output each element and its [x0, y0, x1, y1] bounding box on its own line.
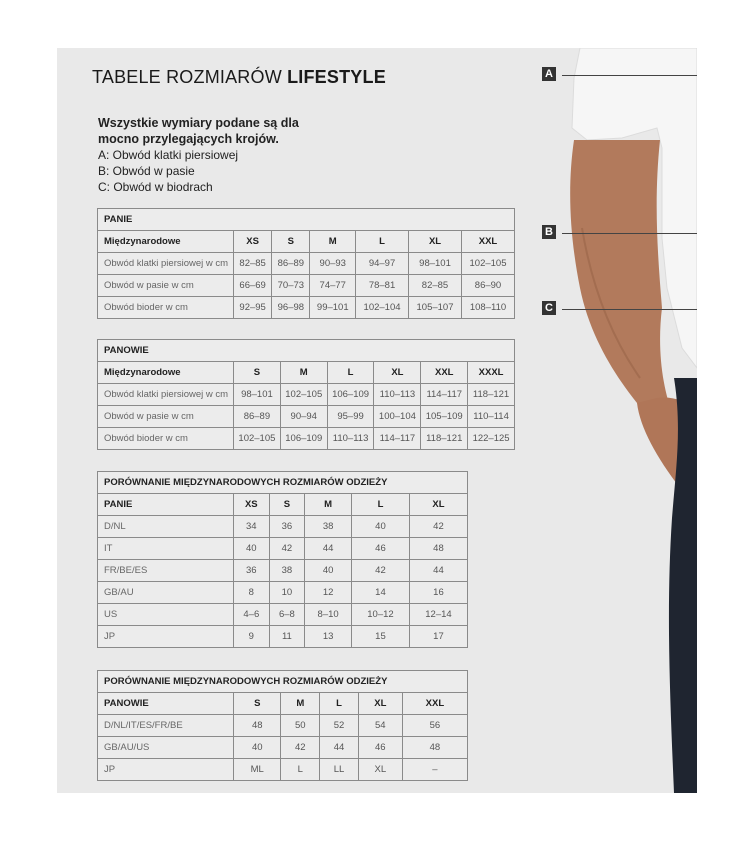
table-cell: 106–109 [327, 384, 374, 406]
row-label: Obwód bioder w cm [98, 428, 234, 450]
row-label: GB/AU/US [98, 737, 234, 759]
table-cell: 118–121 [421, 428, 468, 450]
header-cell: M [305, 494, 352, 516]
table-cell: 36 [234, 560, 270, 582]
table-cell: 100–104 [374, 406, 421, 428]
table-row [98, 715, 468, 737]
table-cell: 42 [352, 560, 410, 582]
table-cell: 90–94 [280, 406, 327, 428]
table-cell: 6–8 [269, 604, 305, 626]
table-cell: 82–85 [234, 253, 272, 275]
table-cell: 114–117 [374, 428, 421, 450]
row-label: US [98, 604, 234, 626]
table-cell: 105–109 [421, 406, 468, 428]
table-cell: 99–101 [310, 297, 356, 319]
table-cell: 74–77 [310, 275, 356, 297]
table-cell: 110–114 [468, 406, 515, 428]
table-cell: 114–117 [421, 384, 468, 406]
header-cell: XL [409, 494, 467, 516]
title-regular: TABELE ROZMIARÓW [92, 67, 288, 87]
table-caption: PANIE [98, 209, 515, 231]
table-cell: 86–90 [462, 275, 515, 297]
table-cell: 10 [269, 582, 305, 604]
table-cell: 34 [234, 516, 270, 538]
legend-b: B: Obwód w pasie [98, 164, 195, 178]
table-cell: 42 [269, 538, 305, 560]
table-cell: 40 [305, 560, 352, 582]
table-cell: 40 [234, 737, 281, 759]
men-size-table [97, 339, 515, 450]
row-label: Obwód w pasie w cm [98, 275, 234, 297]
header-cell: XXXL [468, 362, 515, 384]
table-cell: 12–14 [409, 604, 467, 626]
table-cell: 122–125 [468, 428, 515, 450]
header-cell: L [356, 231, 409, 253]
table-row [98, 560, 468, 582]
table-row [98, 384, 515, 406]
size-chart-panel [57, 48, 697, 793]
table-cell: 46 [358, 737, 402, 759]
table-cell: 14 [352, 582, 410, 604]
header-cell: M [281, 693, 320, 715]
table-cell: 95–99 [327, 406, 374, 428]
marker-a: A [542, 67, 556, 81]
table-cell: 86–89 [272, 253, 310, 275]
row-label: Obwód w pasie w cm [98, 406, 234, 428]
table-cell: L [281, 759, 320, 781]
table-cell: 106–109 [280, 428, 327, 450]
header-cell: XL [358, 693, 402, 715]
table-cell: 44 [409, 560, 467, 582]
header-cell: M [280, 362, 327, 384]
header-cell: XS [234, 494, 270, 516]
table-cell: 40 [234, 538, 270, 560]
table-cell: 102–104 [356, 297, 409, 319]
table-caption: PORÓWNANIE MIĘDZYNARODOWYCH ROZMIARÓW ODZIEŻY [98, 472, 468, 494]
row-label: D/NL [98, 516, 234, 538]
row-label: Obwód klatki piersiowej w cm [98, 253, 234, 275]
men-intl-table [97, 670, 468, 781]
table-cell: 98–101 [234, 384, 281, 406]
table-cell: 90–93 [310, 253, 356, 275]
table-cell: 42 [409, 516, 467, 538]
table-cell: 36 [269, 516, 305, 538]
table-cell: 44 [305, 538, 352, 560]
table-cell: 102–105 [280, 384, 327, 406]
table-cell: 42 [281, 737, 320, 759]
table-cell: 16 [409, 582, 467, 604]
table-cell: 96–98 [272, 297, 310, 319]
header-cell: S [234, 693, 281, 715]
row-label: Obwód klatki piersiowej w cm [98, 384, 234, 406]
title-bold: LIFESTYLE [287, 67, 386, 87]
row-label: JP [98, 759, 234, 781]
marker-b-line [562, 233, 697, 234]
table-cell: 4–6 [234, 604, 270, 626]
intro-line-2: mocno przylegających krojów. [98, 132, 279, 146]
table-cell: LL [320, 759, 359, 781]
legend-c: C: Obwód w biodrach [98, 180, 213, 194]
table-cell: 48 [234, 715, 281, 737]
women-size-table [97, 208, 515, 319]
header-cell: Międzynarodowe [98, 231, 234, 253]
table-cell: 56 [402, 715, 467, 737]
table-cell: 108–110 [462, 297, 515, 319]
table-cell: 12 [305, 582, 352, 604]
row-label: D/NL/IT/ES/FR/BE [98, 715, 234, 737]
table-cell: 66–69 [234, 275, 272, 297]
table-cell: 110–113 [374, 384, 421, 406]
table-cell: 8–10 [305, 604, 352, 626]
intro-line-1: Wszystkie wymiary podane są dla [98, 116, 299, 130]
table-cell: 86–89 [234, 406, 281, 428]
table-cell: 15 [352, 626, 410, 648]
table-cell: 78–81 [356, 275, 409, 297]
page-title [92, 67, 386, 88]
table-row [98, 737, 468, 759]
table-row [98, 516, 468, 538]
row-label: JP [98, 626, 234, 648]
header-cell: S [234, 362, 281, 384]
header-cell: L [352, 494, 410, 516]
header-cell: XL [374, 362, 421, 384]
marker-b: B [542, 225, 556, 239]
table-cell: – [402, 759, 467, 781]
table-cell: 102–105 [234, 428, 281, 450]
table-cell: 54 [358, 715, 402, 737]
table-cell: 52 [320, 715, 359, 737]
table-cell: 46 [352, 538, 410, 560]
row-label: FR/BE/ES [98, 560, 234, 582]
table-cell: 48 [409, 538, 467, 560]
header-cell: L [320, 693, 359, 715]
model-photo [562, 48, 697, 793]
marker-c: C [542, 301, 556, 315]
table-row [98, 604, 468, 626]
table-cell: 110–113 [327, 428, 374, 450]
table-cell: 8 [234, 582, 270, 604]
table-row [98, 253, 515, 275]
table-cell: 40 [352, 516, 410, 538]
table-cell: 44 [320, 737, 359, 759]
marker-c-line [562, 309, 697, 310]
table-caption: PANOWIE [98, 340, 515, 362]
table-cell: 118–121 [468, 384, 515, 406]
header-cell: PANIE [98, 494, 234, 516]
table-cell: 10–12 [352, 604, 410, 626]
table-row [98, 428, 515, 450]
table-cell: 11 [269, 626, 305, 648]
table-cell: 98–101 [409, 253, 462, 275]
header-cell: XS [234, 231, 272, 253]
header-cell: Międzynarodowe [98, 362, 234, 384]
table-cell: 17 [409, 626, 467, 648]
header-cell: XXL [421, 362, 468, 384]
table-row [98, 759, 468, 781]
intro-text [98, 115, 299, 195]
table-row [98, 582, 468, 604]
header-cell: M [310, 231, 356, 253]
table-cell: 38 [269, 560, 305, 582]
table-row [98, 406, 515, 428]
table-caption: PORÓWNANIE MIĘDZYNARODOWYCH ROZMIARÓW ODZIEŻY [98, 671, 468, 693]
table-cell: 105–107 [409, 297, 462, 319]
header-cell: XL [409, 231, 462, 253]
table-cell: 13 [305, 626, 352, 648]
legend-a: A: Obwód klatki piersiowej [98, 148, 239, 162]
table-row [98, 275, 515, 297]
table-cell: 48 [402, 737, 467, 759]
table-row [98, 297, 515, 319]
header-cell: L [327, 362, 374, 384]
row-label: Obwód bioder w cm [98, 297, 234, 319]
table-cell: 50 [281, 715, 320, 737]
table-row [98, 626, 468, 648]
header-cell: S [269, 494, 305, 516]
table-cell: 82–85 [409, 275, 462, 297]
table-cell: 70–73 [272, 275, 310, 297]
women-intl-table [97, 471, 468, 648]
header-cell: S [272, 231, 310, 253]
table-cell: XL [358, 759, 402, 781]
row-label: IT [98, 538, 234, 560]
table-cell: 38 [305, 516, 352, 538]
table-row [98, 538, 468, 560]
table-cell: 102–105 [462, 253, 515, 275]
table-cell: ML [234, 759, 281, 781]
marker-a-line [562, 75, 697, 76]
header-cell: PANOWIE [98, 693, 234, 715]
table-cell: 92–95 [234, 297, 272, 319]
table-cell: 9 [234, 626, 270, 648]
row-label: GB/AU [98, 582, 234, 604]
header-cell: XXL [462, 231, 515, 253]
header-cell: XXL [402, 693, 467, 715]
table-cell: 94–97 [356, 253, 409, 275]
